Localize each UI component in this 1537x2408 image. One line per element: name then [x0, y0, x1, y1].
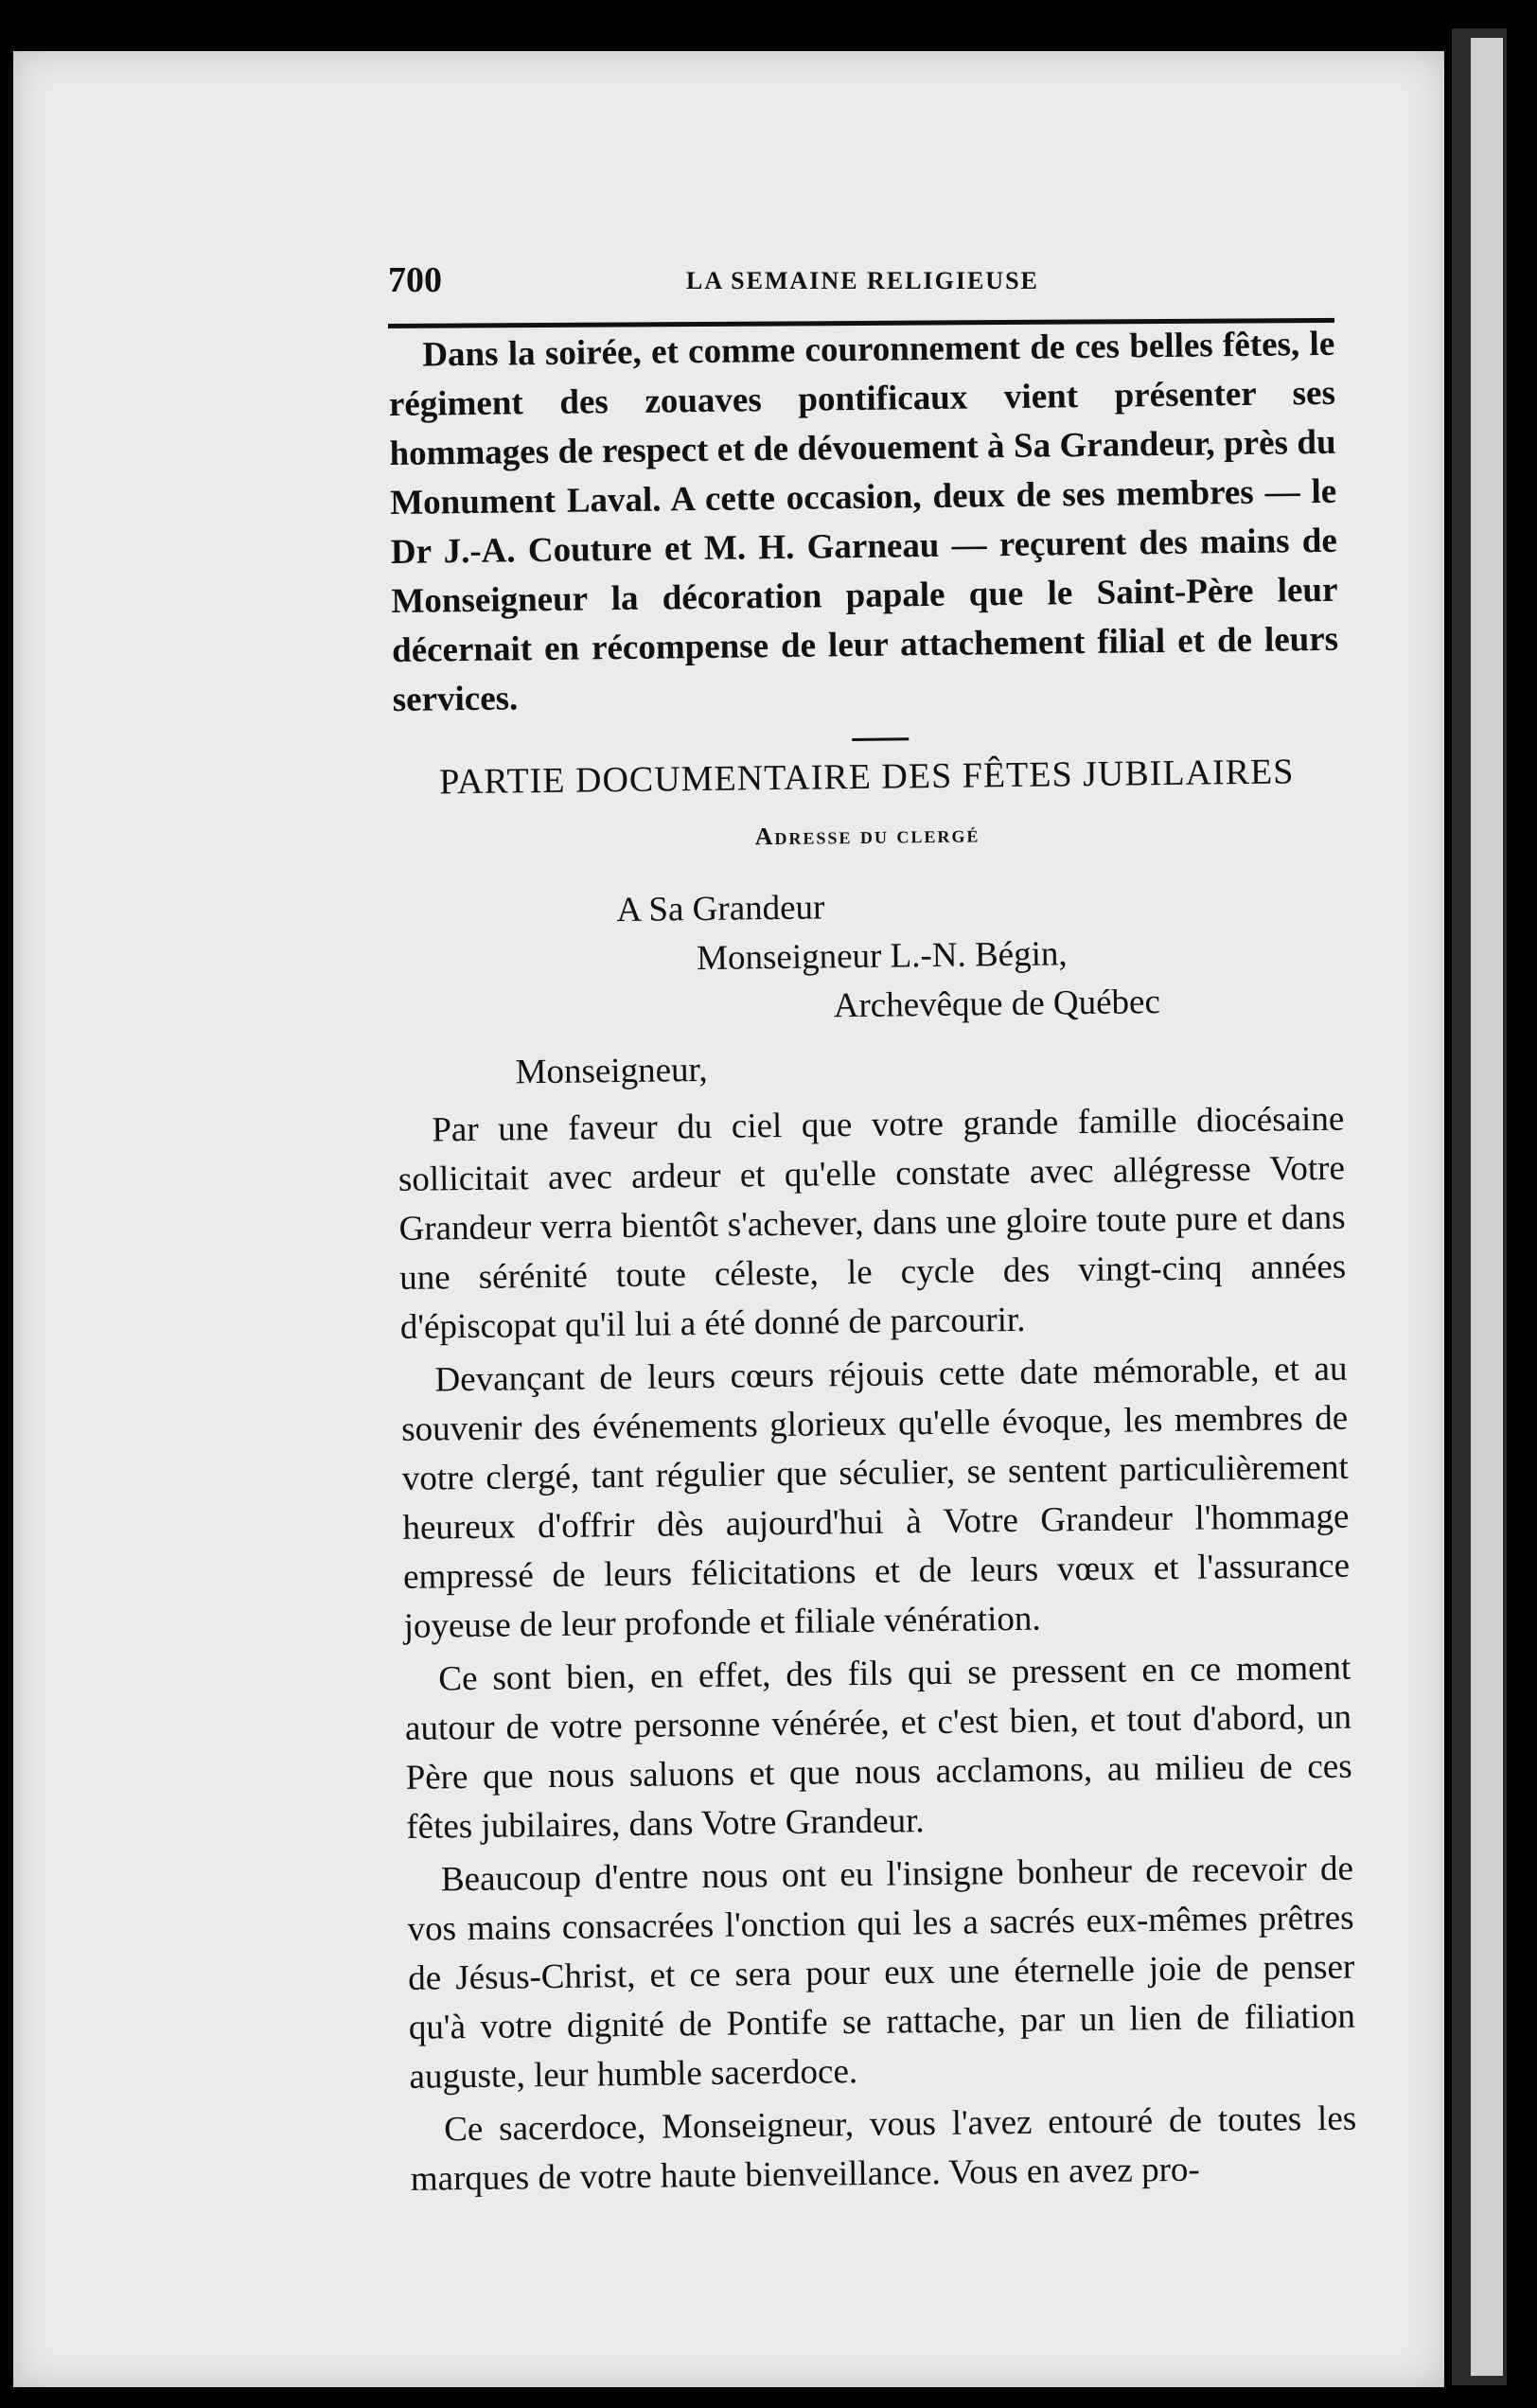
page-header — [388, 259, 1334, 307]
adjacent-page-edge — [1452, 28, 1507, 2385]
subsection-title: Adresse du clergé — [754, 820, 980, 851]
section-title: PARTIE DOCUMENTAIRE DES FÊTES JUBILAIRES — [439, 752, 1295, 803]
adjacent-page-paper — [1471, 38, 1503, 2376]
body-paragraph: Devançant de leurs cœurs réjouis cette date mémorable, et au souvenir des événements glorieux qu'elle évoque, les membres de votre clergé, tant régulier que séculier, se sentent particulièrement heureux d'offrir dès aujourd'hui à Votre Grandeur l'hommage empressé de leurs félicitations et de leurs vœux et l'assurance joyeuse de leur profonde et filiale vénération. — [400, 1349, 1351, 1646]
running-head: LA SEMAINE RELIGIEUSE — [686, 267, 1039, 294]
page-number: 700 — [388, 260, 442, 300]
body-paragraph: Par une faveur du ciel que votre grande famille diocésaine sollicitait avec ardeur et qu'elle constate avec allégresse Votre Grandeur verra bientôt s'achever, dans une gloire toute pure et dans une sérénité toute céleste, le cycle des vingt-cinq années d'épiscopat qu'il lui a été donné de parcourir. — [398, 1099, 1347, 1347]
section-divider — [852, 737, 909, 741]
body-paragraph: Beaucoup d'entre nous ont eu l'insigne bonheur de recevoir de vos mains consacrées l'onction qui les a sacrés eux-mêmes prêtres de Jésus-Christ, et ce sera pour eux une éternelle joie de penser qu'à votre dignité de Pontife se rattache, par un lien de filiation auguste, leur humble sacerdoce. — [407, 1849, 1356, 2097]
body-paragraph: Ce sacerdoce, Monseigneur, vous l'avez entouré de toutes les marques de votre haute bienveillance. Vous en avez pro- — [410, 2098, 1357, 2199]
address-line-1: A Sa Grandeur — [616, 888, 825, 930]
address-line-2: Monseigneur L.-N. Bégin, — [696, 934, 1068, 979]
intro-paragraph: Dans la soirée, et comme couronnement de ces belles fêtes, le régiment des zouaves pontificaux vient présenter ses hommages de respect et de dévouement à Sa Grandeur, près du Monument Laval. A cette occasion, deux de ses membres — le Dr J.-A. Couture et M. H. Garneau — reçurent des mains de Monseigneur la décoration papale que le Saint-Père leur décernait en récompense de leur attachement filial et de leurs services. — [388, 324, 1339, 719]
salutation: Monseigneur, — [515, 1050, 708, 1092]
address-body — [398, 1095, 1357, 2204]
address-line-3: Archevêque de Québec — [833, 983, 1161, 1026]
page-body — [388, 320, 1357, 2208]
body-paragraph: Ce sont bien, en effet, des fils qui se pressent en ce moment autour de votre personne vénérée, et c'est bien, et tout d'abord, un Père que nous saluons et que nous acclamons, au milieu de ces fêtes jubilaires, dans Votre Grandeur. — [404, 1648, 1352, 1847]
